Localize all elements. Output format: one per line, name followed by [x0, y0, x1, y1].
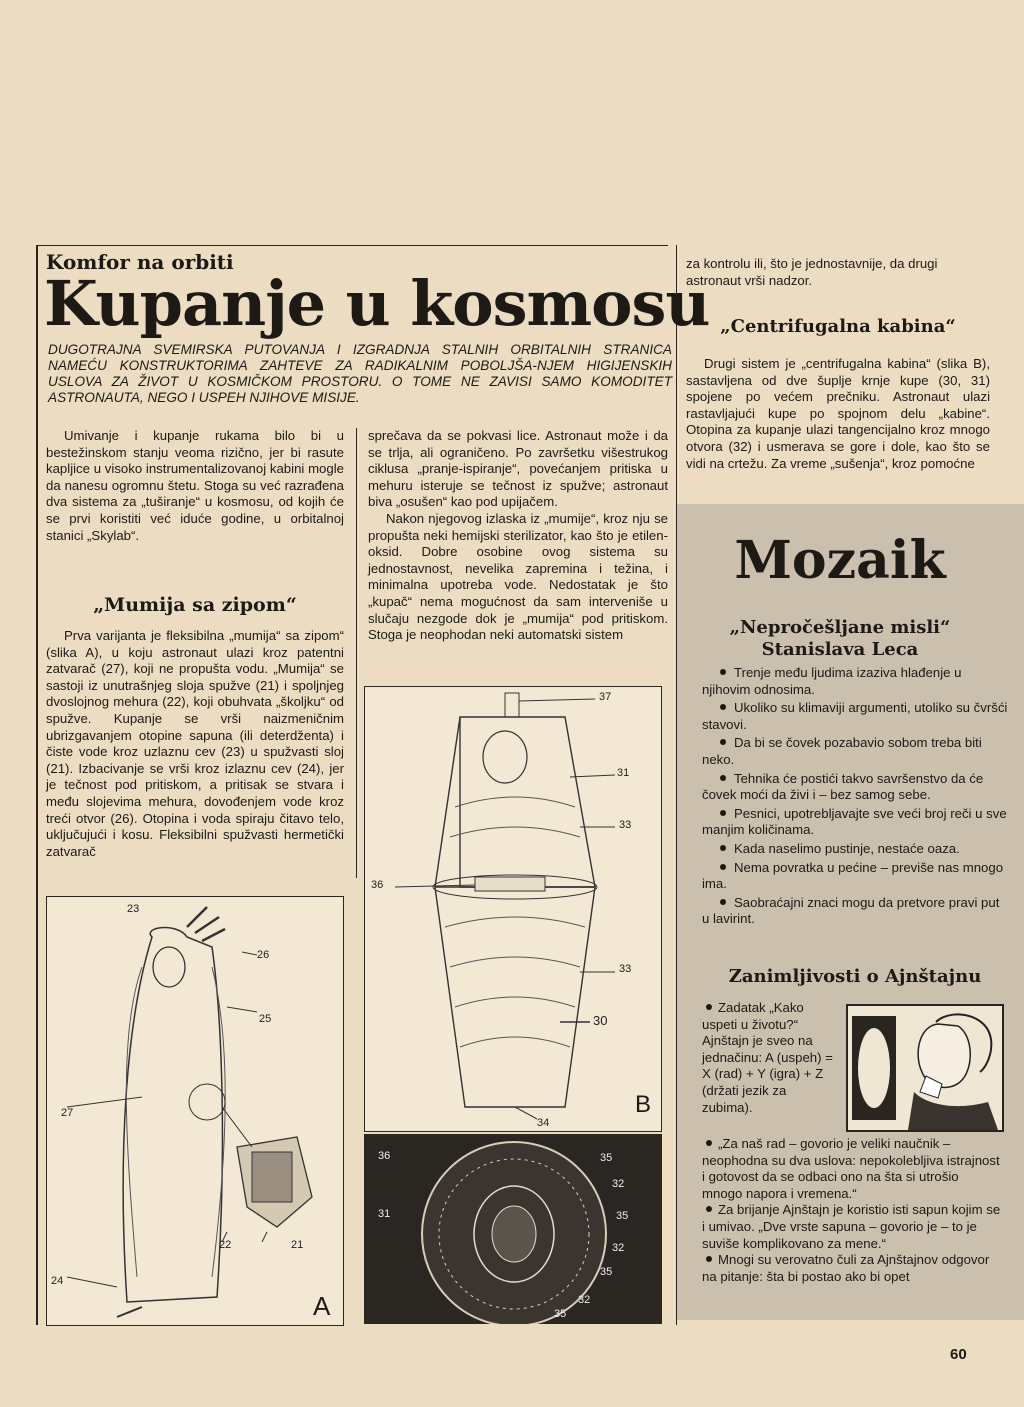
fig-b-letter: B	[635, 1091, 652, 1118]
mozaik-item-text: Ukoliko su klimaviji argumenti, utoliko su čvršći stavovi.	[702, 700, 1008, 732]
fig-b-bottom-32c: 32	[578, 1294, 591, 1306]
einstein-p2	[702, 1136, 1002, 1202]
bullet-icon	[720, 669, 726, 675]
col3-body-text: Drugi sistem je „centrifugalna kabina“ (slika B), sastavljena od dve šuplje krnje kupe (30, 31) spojene po većem prečniku. Astronaut ulazi rastavljajući kupe po spojnom delu „kabine“. Otopina za kupanje ulazi tangencijalno kroz mnogo otvora (32) i usmerava se gore i dole, kao što se vidi na crtežu. Za vreme „sušenja“, kroz pomoćne	[686, 356, 990, 471]
einstein-p4-text: Mnogi su verovatno čuli za Ajnštajnov odgovor na pitanje: šta bi postao ako bi opet	[702, 1252, 990, 1284]
subhead-centrifugalna: „Centrifugalna kabina“	[720, 316, 956, 337]
fig-b-label-36: 36	[371, 879, 384, 891]
fig-b-bottom-31: 31	[378, 1208, 391, 1220]
col1-intro-text: Umivanje i kupanje rukama bilo bi u bestežinskom stanju veoma rizično, jer bi rasute kapljice u visoko instrumentalizovanoj kabini mogle da nanesu ogromnu štetu. Stoga su već razrađena dva sistema za „tuširanje“ u kosmosu, od kojih će se prvi koristiti već iduće godine, u orbitalnoj stanici „Skylab“.	[46, 428, 344, 543]
fig-b-label-30: 30	[593, 1013, 608, 1028]
bullet-icon	[720, 704, 726, 710]
col1-body-text: Prva varijanta je fleksibilna „mumija“ sa zipom“ (slika A), u koju astronaut ulazi kroz patentni zatvarač (27), koji ne propušta vodu. „Mumija“ se sastoji iz unutrašnjeg sloja spužve (21) i spoljnjeg dvoslojnog mehura (22), koji obuhvata „školjku“ od spužve. Kupanje se vrši naizmeničnim ubrizgavanjem otopine sapuna (ili deterdženta) i čiste vode kroz uzlaznu cev (23) u spužvasti sloj (21). Izbacivanje se vrši kroz izlaznu cev (24), jer je tečnost pod pritiskom, a pritisak se stvara i među slojevima mehura, dovođenjem vode kroz treći otvor (26). Otopina i voda spiraju čitavo telo, uključujući i kosu. Fleksibilni spužvasti hermetički zatvarač	[46, 628, 344, 859]
einstein-p4	[702, 1252, 1002, 1285]
einstein-p3	[702, 1202, 1002, 1252]
article-title: Kupanje u kosmosu	[44, 267, 710, 340]
mozaik-item	[702, 735, 1010, 768]
centrifugal-cabin-illustration	[365, 687, 661, 1131]
bullet-icon	[720, 739, 726, 745]
mozaik-item	[702, 860, 1010, 893]
col2-text-p1: sprečava da se pokvasi lice. Astronaut može i da se trlja, ali ograničeno. Po završetku višestrukog ciklusa „pranje-ispiranje“, povećanjem pritiska u mehuru isteruje se tečnost iz spužve; astronaut biva „osušen“ kao pod upijačem.	[368, 428, 668, 510]
mozaik-item-text: Trenje među ljudima izaziva hlađenje u njihovim odnosima.	[702, 665, 962, 697]
col2-text-p2: Nakon njegovog izlaska iz „mumije“, kroz nju se propušta neki hemijski sterilizator, kao što je etilen-oksid. Dobre osobine ovog sistema su jednostavnost, nevelika zapremina i težina, i minimalna upotreba vode. Nedostatak je što „kupač“ nema mogućnost da sam interveniše u slučaju nezgode dok je „mumija“ pod pritiskom. Stoga je neophodan neki automatski sistem	[368, 510, 668, 643]
fig-a-label-26: 26	[257, 949, 270, 961]
fig-a-label-27: 27	[61, 1107, 74, 1119]
page-number: 60	[950, 1346, 967, 1363]
bullet-icon	[720, 775, 726, 781]
fig-b-label-31: 31	[617, 767, 630, 779]
mozaik-subhead-line1: „Nepročešljane misli“	[729, 617, 951, 638]
fig-a-label-25: 25	[259, 1013, 272, 1025]
mozaik-item	[702, 841, 1010, 858]
mozaik-title: Mozaik	[734, 530, 946, 591]
fig-a-label-21: 21	[291, 1239, 304, 1251]
fig-b-label-33b: 33	[619, 963, 632, 975]
mozaik-item-text: Nema povratka u pećine – previše nas mnogo ima.	[702, 859, 1004, 892]
col3-top-text: za kontrolu ili, što je jednostavnije, da drugi astronaut vrši nadzor.	[686, 256, 938, 288]
col1-intro	[46, 428, 344, 544]
fig-a-label-22: 22	[219, 1239, 232, 1251]
mozaik-item-text: Tehnika će postići takvo savršenstvo da će čovek moći da živi i – bez samog sebe.	[702, 770, 984, 803]
mozaik-item-text: Saobraćajni znaci mogu da pretvore pravi put u lavirint.	[702, 894, 1000, 927]
bullet-icon	[720, 845, 726, 851]
einstein-p2-text: „Za naš rad – govorio je veliki naučnik – neophodna su dva uslova: nepokolebljiva istrajnost i gotovost da se odbaci ono na šta si utrošio mnogo napora i vremena.“	[702, 1136, 1000, 1201]
fig-b-label-37: 37	[599, 691, 612, 703]
header-rule-left	[36, 245, 38, 1325]
col2-text	[368, 428, 668, 644]
fig-b-bottom-32a: 32	[612, 1178, 625, 1190]
col1-body	[46, 628, 344, 860]
mozaik-item-text: Pesnici, upotrebljavajte sve veći broj reči u sve manjim količinama.	[702, 805, 1007, 838]
fig-b-bottom-35c: 35	[600, 1266, 613, 1278]
fig-a-letter: A	[313, 1291, 331, 1321]
einstein-p3-text: Za brijanje Ajnštajn je koristio isti sapun kojim se i umivao. „Dve vrste sapuna – govorio je – to je suviše komplikovano za mene.“	[702, 1202, 1001, 1251]
fig-b-bottom-32b: 32	[612, 1242, 625, 1254]
mozaik-item	[702, 700, 1010, 733]
column-divider-1	[356, 428, 357, 878]
mozaik-item-text: Da bi se čovek pozabavio sobom treba biti neko.	[702, 735, 982, 767]
einstein-rest	[702, 1136, 1002, 1285]
einstein-p1	[702, 1000, 840, 1116]
figure-b-section	[364, 1134, 662, 1324]
bullet-icon	[706, 1004, 712, 1010]
mozaik-item	[702, 771, 1010, 804]
header-rule-top	[36, 245, 668, 246]
figure-b	[364, 686, 662, 1132]
bullet-icon	[706, 1140, 712, 1146]
subhead-mumija: „Mumija sa zipom“	[93, 594, 297, 616]
fig-b-bottom-35d: 35	[554, 1308, 567, 1320]
bullet-icon	[706, 1256, 712, 1262]
fig-b-label-34: 34	[537, 1117, 550, 1129]
cabin-cross-section	[364, 1134, 662, 1324]
bullet-icon	[720, 899, 726, 905]
article-kicker: Komfor na orbiti	[46, 250, 234, 274]
mozaik-subhead-line2: Stanislava Leca	[761, 639, 919, 660]
col3-top	[686, 256, 990, 289]
fig-a-label-23: 23	[127, 903, 140, 915]
col3-body	[686, 356, 990, 472]
fig-b-bottom-35a: 35	[600, 1152, 613, 1164]
figure-a	[46, 896, 344, 1326]
bullet-icon	[720, 810, 726, 816]
mozaik-item	[702, 895, 1010, 928]
fig-b-bottom-35b: 35	[616, 1210, 629, 1222]
mozaik-list	[702, 665, 1010, 930]
fig-b-bottom-36: 36	[378, 1150, 391, 1162]
einstein-portrait-icon	[848, 1006, 1002, 1130]
bullet-icon	[706, 1206, 712, 1212]
einstein-p1-text: Zadatak „Kako uspeti u životu?“ Ajnštajn je sveo na jednačinu: A (uspeh) = X (rad) + Y (igra) + Z (držati jezik za zubima).	[702, 1000, 833, 1115]
article-lead: DUGOTRAJNA SVEMIRSKA PUTOVANJA I IZGRADNJA STALNIH ORBITALNIH STRANICA NAMEĆU KONSTRUKTORIMA ZAHTEVE ZA RADIKALNIM POBOLJŠA-NJEM HIGIJENSKIH USLOVA ZA ŽIVOT U KOSMIČKOM PROSTORU. O TOME NE ZAVISI SAMO KOMODITET ASTRONAUTA, NEGO I USPEH NJIHOVE MISIJE.	[48, 342, 672, 405]
bullet-icon	[720, 864, 726, 870]
mozaik-item	[702, 665, 1010, 698]
mummy-illustration	[47, 897, 343, 1325]
fig-a-label-24: 24	[51, 1275, 64, 1287]
mozaik-item-text: Kada naselimo pustinje, nestaće oaza.	[734, 840, 960, 856]
mozaik-item	[702, 806, 1010, 839]
einstein-subhead: Zanimljivosti o Ajnštajnu	[728, 966, 982, 987]
einstein-illustration	[846, 1004, 1004, 1132]
fig-b-label-33a: 33	[619, 819, 632, 831]
